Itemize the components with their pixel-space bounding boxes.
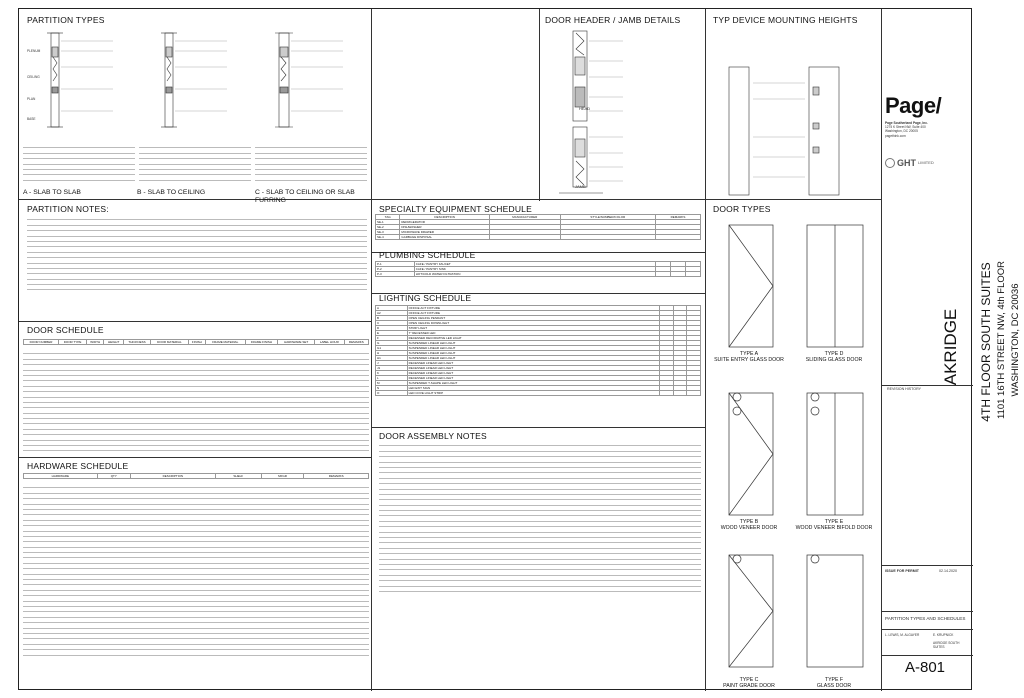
door-assembly-notes-heading: DOOR ASSEMBLY NOTES [379,431,487,441]
door-type-f-caption [789,677,879,689]
col-door-number: DOOR NUMBER [24,340,59,345]
lighting-desc: OFFICE ACT FIXTURE [407,311,660,316]
revision-history-label: REVISION HISTORY [887,387,922,391]
lighting-desc: RECESSED LINEAR LED LIGHT [407,376,660,381]
col-qty: QTY [97,474,130,479]
lighting-tag: J [376,361,408,366]
lighting-desc: OFFICE ACT FIXTURE [407,306,660,311]
partition-caption-a: A - SLAB TO SLAB [23,189,81,196]
col-remarks: REMARKS [655,215,700,220]
lighting-desc: SUSPENDED LINEAR LED LIGHT [407,356,660,361]
lighting-tag: J1 [376,366,408,371]
lighting-tag: K [376,371,408,376]
drawn-by: L. LEWIS, M. ALGAYER [885,633,920,637]
plumbing-schedule-table [375,261,701,277]
lighting-tag: G1 [376,346,408,351]
firm-address-line: 1275 K Street NW, Suite 400 [885,125,926,130]
col-door-type: DOOR TYPE [59,340,87,345]
partition-b-table [139,145,251,183]
door-types-heading: DOOR TYPES [713,204,771,214]
project-address: 1101 16TH STREET NW, 4th FLOOR [996,260,1007,420]
lighting-tag: G [376,341,408,346]
lighting-tag: F [376,336,408,341]
lighting-tag: E [376,331,408,336]
divider [19,199,881,200]
lighting-desc: SUSPENDED LINEAR LED LIGHT [407,341,660,346]
consultant-sub: LIMITED [918,160,934,166]
device-mounting-drawing [709,27,879,199]
p-tag: P-2 [376,267,415,272]
lighting-tag: N [376,386,408,391]
partition-label-plan: PLAN [27,97,36,101]
project-city: WASHINGTON, DC 20036 [1010,283,1021,397]
col-door-material: DOOR MATERIAL [151,340,188,345]
col-description: DESCRIPTION [400,215,490,220]
door-type-title: TYPE D [824,351,844,357]
lighting-desc: RECESSED LINEAR LED LIGHT [407,371,660,376]
partition-label-plenum: PLENUM [27,49,41,53]
lighting-tag: M [376,381,408,386]
col-hardware-set: HARDWARE SET [278,340,315,345]
hardware-schedule-rows [23,485,369,658]
door-type-title: TYPE B [739,519,759,525]
hardware-schedule-heading: HARDWARE SCHEDULE [27,461,129,471]
col-label-hour: LABEL HOUR [314,340,344,345]
detail-jamb-label: JAMB [575,184,586,189]
door-type-title: TYPE C [739,677,759,683]
lighting-tag: C [376,321,408,326]
partition-label-ceiling: CEILING [27,75,40,79]
consultant-mark-icon [885,158,895,168]
consultant-logo [885,158,969,168]
detail-head-label: HEAD [579,106,591,111]
divider [881,629,973,630]
lighting-tag: H1 [376,356,408,361]
col-style: STYLE/NUMBER/COLOR [560,215,655,220]
door-type-sub: GLASS DOOR [816,683,852,689]
col-mfgr: MFGR [261,474,304,479]
p-tag: P-1 [376,262,415,267]
se-desc: DISHWASHER [400,225,490,230]
col-shelf: SHELF [215,474,261,479]
lighting-desc: SUSPENDED LINEAR LED LIGHT [407,346,660,351]
lighting-desc: SUSPENDED LINEAR LED LIGHT [407,351,660,356]
divider [881,611,973,612]
door-type-title: TYPE F [824,677,844,683]
col-width: WIDTH [87,340,104,345]
lighting-desc: 7" RECESSED LED [407,331,660,336]
specialty-equipment-table [375,214,701,240]
divider [19,457,371,458]
lighting-tag: A [376,306,408,311]
divider [371,427,705,428]
door-types-drawings [709,215,879,685]
divider [705,9,706,691]
col-finish: FINISH [188,340,205,345]
divider [19,321,371,322]
door-schedule-heading: DOOR SCHEDULE [27,325,104,335]
issue-date: 02.14.2020 [939,569,957,573]
partition-a-table [23,145,135,183]
door-type-sub: WOOD VENEER BIFOLD DOOR [795,525,873,531]
p-desc: CAFE / PANTRY SINK [414,267,655,272]
lighting-schedule-table [375,305,701,396]
door-type-d-caption [789,351,879,363]
drawing-sheet [18,8,1021,690]
se-tag: SE-1 [376,220,400,225]
consultant-name: GHT [897,157,916,168]
partition-caption-c: C - SLAB TO CEILING OR SLAB FURRING [255,189,355,204]
partition-caption-b: B - SLAB TO CEILING [137,189,206,196]
col-description: DESCRIPTION [130,474,215,479]
divider [371,9,372,691]
lighting-desc: RECESSED LINEAR LED LIGHT [407,366,660,371]
se-tag: SE-2 [376,225,400,230]
divider [881,655,973,656]
project-number: AKRIDGE SOUTH SUITES [933,641,960,650]
checked-by: E. KRUPNICK [933,633,954,637]
door-schedule-table [23,339,369,345]
door-type-b-caption [709,519,789,531]
door-type-sub: SUITE ENTRY GLASS DOOR [714,357,784,363]
typ-device-heading: TYP DEVICE MOUNTING HEIGHTS [713,15,858,25]
lighting-tag: D [376,326,408,331]
lighting-desc: LED COVE LIGHT STRIP [407,391,660,396]
col-hw-remarks: REMARKS [304,474,369,479]
lighting-row [376,391,701,396]
door-type-c-caption [709,677,789,689]
lighting-desc: RECESSED DECORATIVE LED LIGHT [407,336,660,341]
door-type-e-caption [789,519,879,531]
p-desc: HOT/COLD WATER FILTRATION [414,272,655,277]
divider [881,385,973,386]
firm-address-line: Washington, DC 20005 [885,129,918,134]
col-height: HEIGHT [104,340,123,345]
door-header-jamb-heading: DOOR HEADER / JAMB DETAILS [545,15,681,25]
divider [539,9,540,201]
door-assembly-notes-list [379,443,701,594]
lighting-desc: OPEN CEILING PENDANT [407,316,660,321]
lighting-desc: STRIP LIGHT [407,326,660,331]
se-desc: REFRIGERATOR [400,220,490,225]
specialty-equipment-heading: SPECIALTY EQUIPMENT SCHEDULE [379,204,532,214]
se-tag: SE-3 [376,230,400,235]
project-subtitle: 4TH FLOOR SOUTH SUITES [979,262,993,422]
issue-for-permit: ISSUE FOR PERMIT [885,569,919,573]
partition-c-table [255,145,367,183]
lighting-tag: H [376,351,408,356]
lighting-tag: O [376,391,408,396]
lighting-schedule-heading: LIGHTING SCHEDULE [379,293,472,303]
door-type-sub: PAINT GRADE DOOR [723,683,775,689]
se-tag: SE-4 [376,235,400,240]
firm-address-line: Page Southerland Page, Inc. [885,121,928,125]
col-thickness: THICKNESS [123,340,150,345]
col-frame-material: FRAME MATERIAL [206,340,245,345]
col-tag: TAG [376,215,400,220]
plumbing-schedule-heading: PLUMBING SCHEDULE [379,250,476,260]
partition-notes-heading: PARTITION NOTES: [27,204,109,214]
se-desc: GARBAGE DISPOSAL [400,235,490,240]
title-block [885,93,969,168]
col-frame-finish: FRAME FINISH [245,340,278,345]
firm-logo: Page/ [885,93,942,118]
lighting-tag: A2 [376,311,408,316]
lighting-tag: B [376,316,408,321]
lighting-desc: LED EXIT SIGN [407,386,660,391]
partition-types-heading: PARTITION TYPES [27,15,105,25]
firm-address-line: pagethink.com [885,133,906,138]
lighting-desc: RECESSED LINEAR LED LIGHT [407,361,660,366]
lighting-desc: SUSPENDED T-SHAPE LED LIGHT [407,381,660,386]
door-type-a-caption [709,351,789,363]
se-desc: MICROWAVE DRAWER [400,230,490,235]
partition-notes-list [27,217,367,292]
project-name: AKRIDGE [941,308,960,386]
col-manufacturer: MANUFACTURER [490,215,561,220]
lighting-tag: L [376,376,408,381]
partition-label-base: BASE [27,117,36,121]
p-tag: P-3 [376,272,415,277]
door-type-title: TYPE E [824,519,844,525]
sheet-number: A-801 [905,659,946,676]
door-type-sub: WOOD VENEER DOOR [720,525,778,531]
door-type-title: TYPE A [739,351,759,357]
sheet-title: PARTITION TYPES AND SCHEDULES [885,616,966,621]
divider [881,565,973,566]
divider [881,9,882,691]
door-type-sub: SLIDING GLASS DOOR [805,357,863,363]
lighting-desc: OPEN CEILING DOWNLIGHT [407,321,660,326]
hardware-schedule-table [23,473,369,479]
door-jamb-detail [543,27,703,199]
p-desc: CAFE / PANTRY FAUCET [414,262,655,267]
col-hardware: HARDWARE [24,474,98,479]
col-remarks: REMARKS [344,340,368,345]
door-schedule-rows [23,351,369,453]
